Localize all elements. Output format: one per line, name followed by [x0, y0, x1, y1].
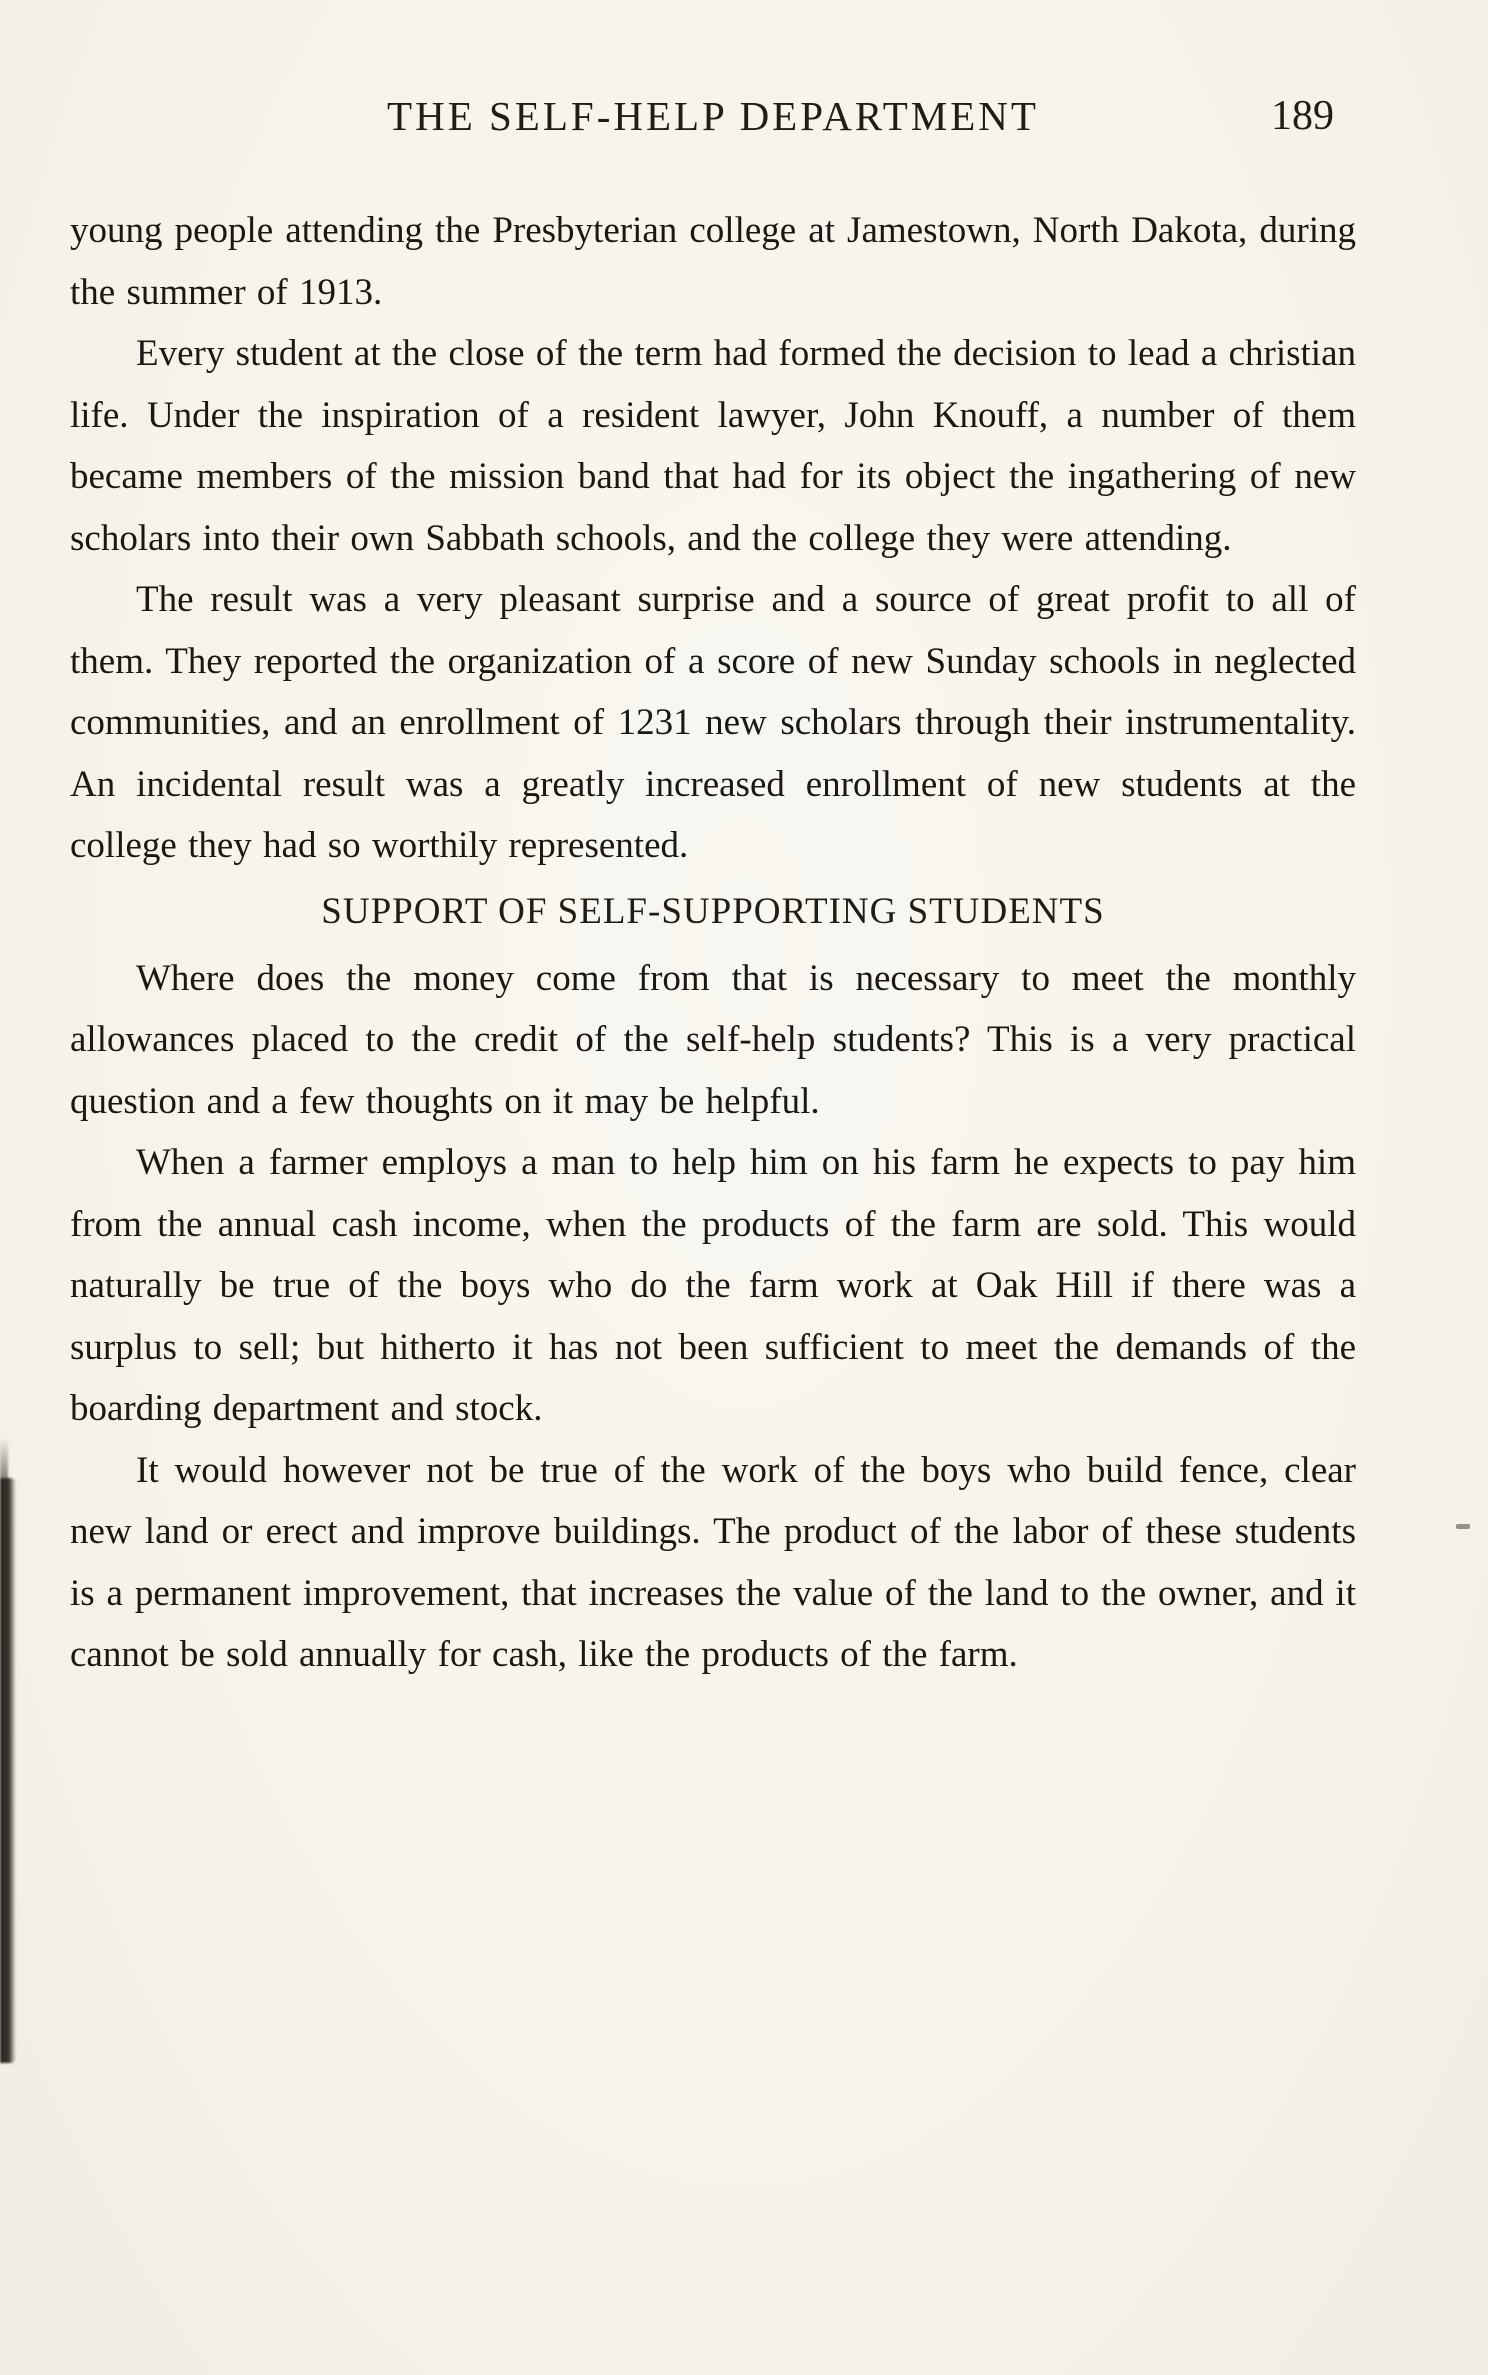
- paragraph: Where does the money come from that is necessary to meet the monthly allowances placed to the credit of the self-help students? This is a very practical question and a few thoughts on it may be helpful.: [70, 957, 1356, 1122]
- paragraph-continuation: young people attending the Presbyterian college at Jamestown, North Dakota, during the summer of 1913.: [70, 210, 1356, 313]
- running-header-title: THE SELF-HELP DEPARTMENT: [387, 93, 1039, 139]
- page-number: 189: [1271, 93, 1334, 139]
- body-text: [70, 200, 1356, 1686]
- scan-binding-shadow: [0, 1478, 16, 2063]
- paragraph: The result was a very pleasant surprise and a source of great profit to all of them. They reported the organization of a score of new Sunday schools in neglected communities, and an enrollment of 1231 new scholars through their instrumentality. An incidental result was a greatly increased enrollment of new students at the college they had so worthily represented.: [70, 579, 1356, 866]
- page-content: [70, 92, 1356, 1686]
- section-heading: SUPPORT OF SELF-SUPPORTING STUDENTS: [321, 890, 1105, 932]
- scan-edge-mark: [1456, 1524, 1470, 1529]
- paragraph: It would however not be true of the work of the boys who build fence, clear new land or erect and improve buildings. The product of the labor of these students is a permanent improvement, that increases the value of the land to the owner, and it cannot be sold annually for cash, like the products of the farm.: [70, 1449, 1356, 1675]
- paragraph: Every student at the close of the term had formed the decision to lead a christian life. Under the inspiration of a resident lawyer, John Knouff, a number of them became members of the mission band that had for its object the ingathering of new scholars into their own Sabbath schools, and the college they were attending.: [70, 333, 1356, 559]
- paragraph: When a farmer employs a man to help him on his farm he expects to pay him from the annual cash income, when the products of the farm are sold. This would naturally be true of the boys who do the farm work at Oak Hill if there was a surplus to sell; but hitherto it has not been sufficient to meet the demands of the boarding department and stock.: [70, 1142, 1356, 1429]
- page-header: [70, 92, 1356, 166]
